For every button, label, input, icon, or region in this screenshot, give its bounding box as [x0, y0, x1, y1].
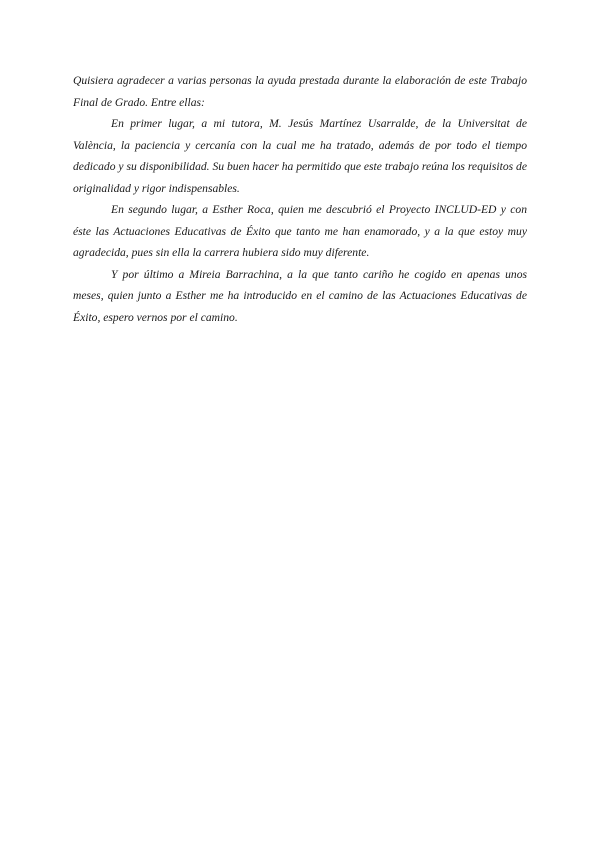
- paragraph-intro: Quisiera agradecer a varias personas la ayuda prestada durante la elaboración de este Trabajo Final de Grado. Entre ellas:: [73, 74, 527, 109]
- paragraph-mireia: Y por último a Mireia Barrachina, a la que tanto cariño he cogido en apenas unos meses, quien junto a Esther me ha introducido en el camino de las Actuaciones Educativas de Éxito, espero vernos por el camino.: [73, 267, 527, 324]
- acknowledgements-text: [73, 70, 527, 328]
- paragraph-esther: En segundo lugar, a Esther Roca, quien me descubrió el Proyecto INCLUD-ED y con éste las Actuaciones Educativas de Éxito que tanto me han enamorado, y a la que estoy muy agradecida, pues sin ella la carrera hubiera sido muy diferente.: [73, 203, 527, 259]
- paragraph-tutor: En primer lugar, a mi tutora, M. Jesús Martínez Usarralde, de la Universitat de València, la paciencia y cercanía con la cual me ha tratado, además de por todo el tiempo dedicado y su disponibilidad. Su buen hacer ha permitido que este trabajo reúna los requisitos de originalidad y rigor indispensables.: [73, 117, 527, 195]
